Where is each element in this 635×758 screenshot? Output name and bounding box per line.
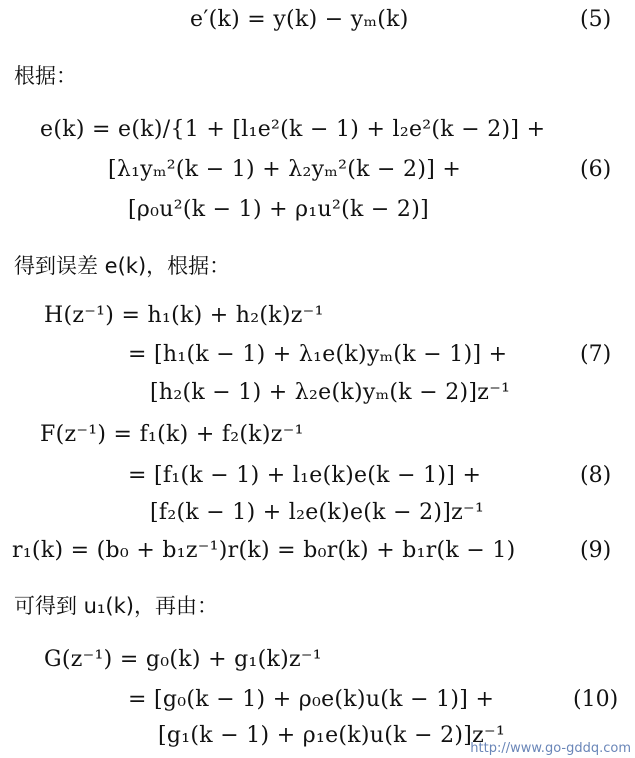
equation-8-line-2: = [f₁(k − 1) + l₁e(k)e(k − 1)] +: [128, 463, 482, 488]
equation-7-line-1: H(z⁻¹) = h₁(k) + h₂(k)z⁻¹: [44, 303, 324, 328]
text-get-u1: 可得到 u₁(k)，再由：: [14, 594, 218, 618]
equation-10-line-2: = [g₀(k − 1) + ρ₀e(k)u(k − 1)] +: [128, 687, 495, 712]
equation-6-line-2: [λ₁yₘ²(k − 1) + λ₂yₘ²(k − 2)] +: [108, 157, 462, 182]
equation-9-number: (9): [580, 538, 612, 563]
equation-8-number: (8): [580, 463, 612, 488]
equation-10-number: (10): [573, 687, 619, 712]
equation-5: e′(k) = y(k) − yₘ(k): [190, 7, 409, 32]
text-get-error: 得到误差 e(k)，根据：: [14, 254, 231, 278]
equation-9: r₁(k) = (b₀ + b₁z⁻¹)r(k) = b₀r(k) + b₁r(k − 1): [12, 538, 516, 563]
text-according: 根据：: [14, 64, 77, 88]
equation-6-line-3: [ρ₀u²(k − 1) + ρ₁u²(k − 2)]: [128, 197, 429, 222]
equation-8-line-1: F(z⁻¹) = f₁(k) + f₂(k)z⁻¹: [40, 422, 304, 447]
equation-6-line-1: e(k) = e(k)/{1 + [l₁e²(k − 1) + l₂e²(k − 2)] +: [40, 117, 546, 142]
equation-7-line-2: = [h₁(k − 1) + λ₁e(k)yₘ(k − 1)] +: [128, 342, 508, 367]
equation-8-line-3: [f₂(k − 1) + l₂e(k)e(k − 2)]z⁻¹: [150, 500, 485, 525]
equation-5-number: (5): [580, 7, 612, 32]
watermark-url: http://www.go-gddq.com: [470, 741, 631, 756]
equation-10-line-1: G(z⁻¹) = g₀(k) + g₁(k)z⁻¹: [44, 647, 322, 672]
equation-6-number: (6): [580, 157, 612, 182]
equation-10-line-3: [g₁(k − 1) + ρ₁e(k)u(k − 2)]z⁻¹: [158, 723, 506, 748]
equation-7-line-3: [h₂(k − 1) + λ₂e(k)yₘ(k − 2)]z⁻¹: [150, 380, 511, 405]
equation-7-number: (7): [580, 342, 612, 367]
